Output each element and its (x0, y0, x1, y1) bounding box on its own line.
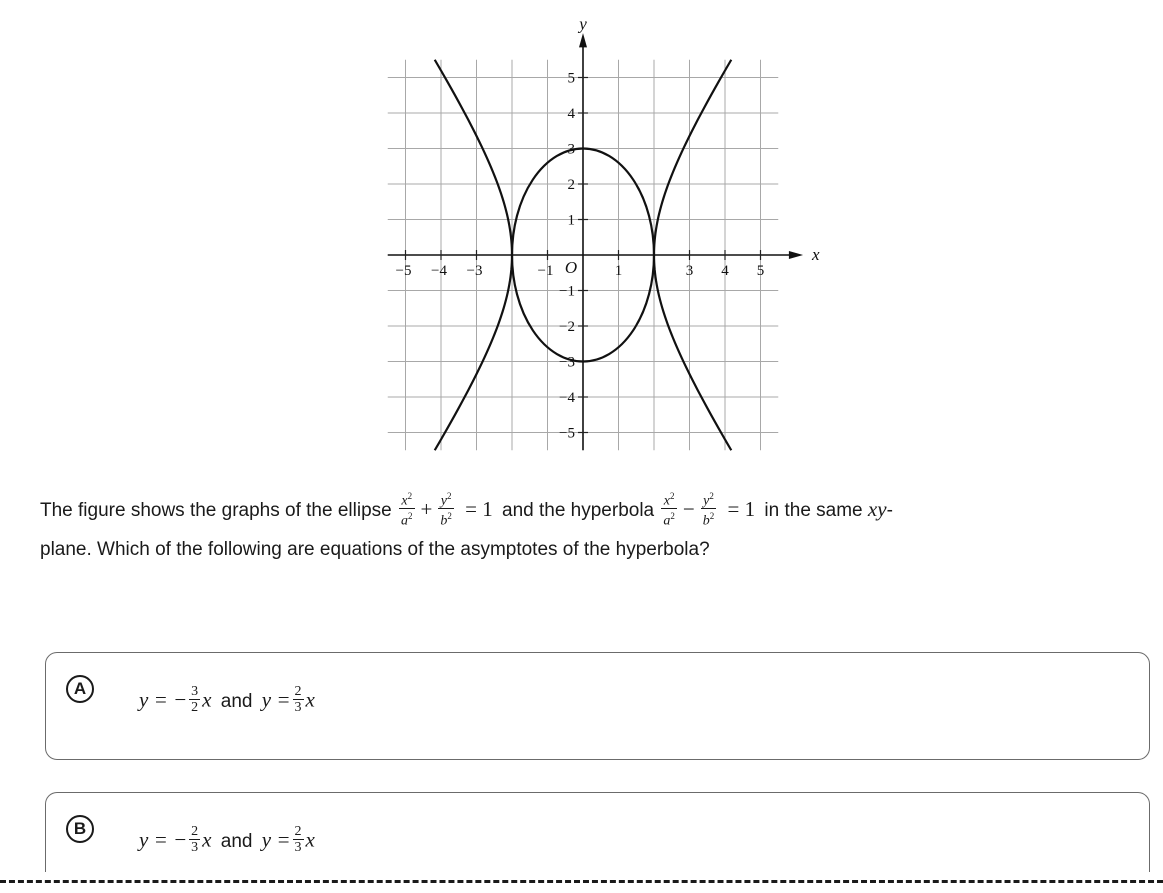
x-axis-arrow (789, 251, 803, 259)
x-tick-label: 5 (756, 263, 765, 279)
plane-variable: xy (867, 497, 887, 521)
choice-a-equation: y = − $\frac{3}{2}$ x and y = $\frac{2}{3}$ x (139, 684, 315, 715)
x-tick-label: −4 (431, 263, 447, 279)
question-mid: and the hyperbola (502, 500, 655, 521)
question-text: The figure shows the graphs of the ellipse $\frac{x^2}{a^2}$ + $\frac{y^2}{b^2}$ = 1 and the hyperbola $\frac{x^2}{a^2}$ − $\frac{y^2}{b^2}$ = 1 in the same xy- plane. Which of the following are equations of the asymptotes of the hyperbola? (40, 490, 893, 561)
y-tick-label: −1 (559, 283, 575, 300)
bottom-dashed-divider (0, 880, 1163, 883)
tick-labels (396, 18, 820, 441)
y-axis-label: y (579, 18, 587, 34)
x-tick-label: −5 (395, 263, 412, 279)
y-tick-label: −2 (559, 319, 575, 335)
choice-letter-a: A (66, 675, 94, 703)
answer-choice-b[interactable] (45, 792, 1150, 872)
hyperbola-x-term: $\frac{x^2}{a^2}$ (663, 490, 675, 530)
x-tick-label: 3 (685, 263, 694, 279)
x-tick-label: −3 (466, 263, 483, 279)
y-tick-label: −3 (559, 354, 575, 371)
coordinate-plane (370, 18, 820, 458)
question-intro: The figure shows the graphs of the ellipse (40, 500, 392, 521)
choice-b-equation: y = − $\frac{2}{3}$ x and y = $\frac{2}{3}$ x (139, 824, 315, 855)
ellipse-equals-one: = 1 (465, 497, 493, 521)
hyperbola-y-term: $\frac{y^2}{b^2}$ (702, 490, 715, 530)
ellipse-y-term: $\frac{y^2}{b^2}$ (440, 490, 452, 530)
axes (388, 33, 803, 450)
ellipse-operator: + (420, 497, 433, 521)
x-axis-label: x (811, 245, 820, 264)
y-tick-label: 5 (567, 70, 575, 87)
answer-choice-a[interactable] (45, 652, 1150, 760)
y-tick-label: 2 (567, 177, 575, 193)
hyperbola-equals-one: = 1 (727, 497, 756, 521)
hyperbola-operator: − (682, 497, 695, 521)
question-end: plane. Which of the following are equations of the asymptotes of the hyperbola? (40, 539, 710, 561)
choice-letter-b: B (66, 815, 94, 843)
y-axis-arrow (579, 33, 587, 47)
ellipse-x-term: $\frac{x^2}{a^2}$ (401, 490, 413, 530)
x-tick-label: 1 (614, 263, 623, 279)
y-tick-label: 4 (567, 106, 575, 122)
y-tick-label: −5 (559, 425, 575, 442)
graph-figure (370, 18, 820, 458)
y-tick-label: −4 (559, 390, 575, 406)
x-tick-label: −1 (537, 263, 554, 279)
x-tick-label: 4 (721, 263, 729, 279)
y-tick-label: 3 (567, 141, 575, 158)
origin-label: O (564, 258, 578, 277)
y-tick-label: 1 (567, 212, 575, 229)
